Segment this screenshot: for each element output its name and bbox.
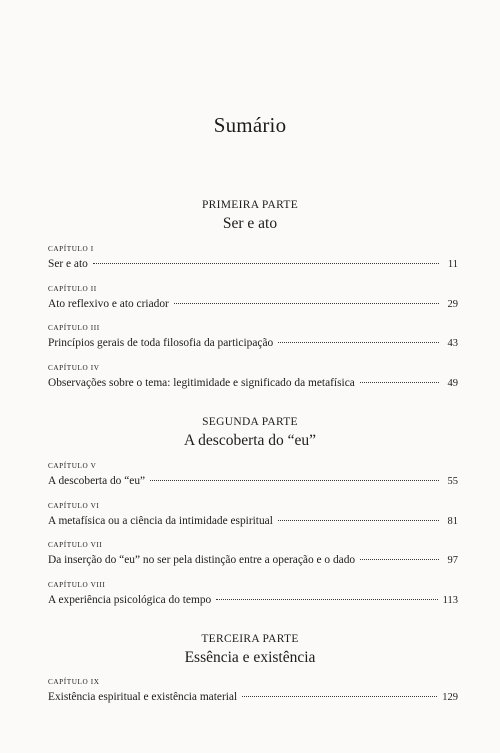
- toc-entry[interactable]: [48, 377, 458, 389]
- chapter-title: Ato reflexivo e ato criador: [48, 298, 169, 310]
- page-number: 43: [447, 338, 458, 349]
- chapter-title: Existência espiritual e existência material: [48, 691, 238, 703]
- dot-leader: [360, 559, 439, 560]
- chapter-label: CAPÍTULO IV: [48, 364, 100, 372]
- chapter-title: Princípios gerais de toda filosofia da participação: [48, 337, 274, 349]
- dot-leader: [93, 263, 439, 264]
- dot-leader: [216, 599, 437, 600]
- page-number: 129: [442, 692, 458, 703]
- part-label: SEGUNDA PARTE: [202, 416, 298, 428]
- page-number: 55: [447, 476, 458, 487]
- page-title: Sumário: [213, 113, 287, 137]
- page-number: 49: [447, 378, 458, 389]
- chapter-label: CAPÍTULO VI: [48, 502, 100, 510]
- dot-leader: [278, 520, 439, 521]
- part-title: Ser e ato: [222, 215, 278, 232]
- chapter-title: A experiência psicológica do tempo: [48, 594, 212, 606]
- chapter-label: CAPÍTULO III: [48, 324, 100, 332]
- toc-entry[interactable]: [48, 594, 458, 606]
- toc-entry[interactable]: [48, 298, 458, 310]
- part-title: A descoberta do “eu”: [183, 432, 317, 449]
- toc-entry[interactable]: [48, 258, 458, 270]
- toc-entry[interactable]: [48, 554, 458, 566]
- dot-leader: [242, 696, 437, 697]
- page-number: 113: [442, 595, 458, 606]
- page-number: 81: [447, 516, 458, 527]
- chapter-title: Ser e ato: [48, 258, 88, 270]
- chapter-label: CAPÍTULO I: [48, 245, 94, 253]
- toc-entry[interactable]: [48, 515, 458, 527]
- dot-leader: [360, 382, 439, 383]
- page-number: 97: [447, 555, 458, 566]
- chapter-label: CAPÍTULO V: [48, 462, 97, 470]
- page-number: 11: [447, 259, 458, 270]
- dot-leader: [174, 303, 439, 304]
- chapter-label: CAPÍTULO IX: [48, 678, 100, 686]
- chapter-label: CAPÍTULO II: [48, 285, 97, 293]
- dot-leader: [278, 342, 439, 343]
- chapter-title: Observações sobre o tema: legitimidade e significado da metafísica: [48, 377, 355, 389]
- toc-entry[interactable]: [48, 475, 458, 487]
- part-title: Essência e existência: [184, 649, 316, 666]
- chapter-label: CAPÍTULO VIII: [48, 581, 106, 589]
- chapter-title: Da inserção do “eu” no ser pela distinção entre a operação e o dado: [48, 554, 356, 566]
- part-label: PRIMEIRA PARTE: [201, 199, 299, 211]
- chapter-title: A descoberta do “eu”: [48, 475, 146, 487]
- dot-leader: [150, 480, 439, 481]
- chapter-title: A metafísica ou a ciência da intimidade espiritual: [48, 515, 273, 527]
- toc-entry[interactable]: [48, 691, 458, 703]
- toc-entry[interactable]: [48, 337, 458, 349]
- part-label: TERCEIRA PARTE: [201, 633, 299, 645]
- page-number: 29: [447, 299, 458, 310]
- chapter-label: CAPÍTULO VII: [48, 541, 103, 549]
